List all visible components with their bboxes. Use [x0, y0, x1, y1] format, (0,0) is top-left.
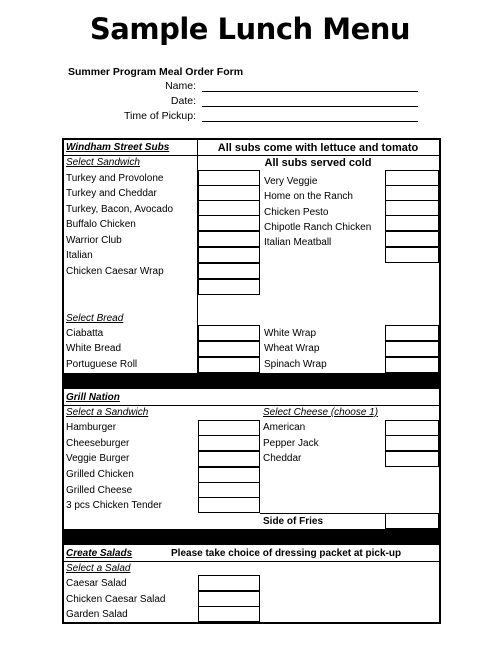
- salads-heading: Create Salads: [66, 548, 133, 559]
- order-checkbox[interactable]: [198, 215, 260, 231]
- order-checkbox[interactable]: [198, 325, 260, 341]
- grill-item-label: 3 pcs Chicken Tender: [66, 500, 162, 511]
- subs-note-1: All subs come with lettuce and tomato: [217, 142, 419, 154]
- side-of-fries-label: Side of Fries: [263, 516, 324, 527]
- pickup-time-field[interactable]: [202, 121, 418, 122]
- date-label: Date:: [170, 95, 196, 107]
- order-checkbox[interactable]: [198, 482, 260, 498]
- bread-item-label: Wheat Wrap: [264, 343, 320, 354]
- sub-item-label: Chicken Caesar Wrap: [66, 266, 164, 277]
- bread-item-label: Ciabatta: [66, 328, 104, 339]
- name-field[interactable]: [202, 91, 418, 92]
- order-checkbox[interactable]: [385, 325, 439, 341]
- grill-item-label: Cheeseburger: [66, 438, 130, 449]
- sub-item-label: Very Veggie: [264, 176, 318, 187]
- order-checkbox[interactable]: [198, 420, 260, 436]
- bread-item-label: Spinach Wrap: [264, 359, 327, 370]
- order-checkbox[interactable]: [198, 279, 260, 295]
- sub-item-label: Buffalo Chicken: [66, 219, 136, 230]
- fries-checkbox[interactable]: [385, 513, 439, 529]
- salad-item-label: Chicken Caesar Salad: [66, 594, 166, 605]
- order-checkbox[interactable]: [198, 170, 260, 186]
- fries-row-divider: [260, 513, 385, 514]
- order-checkbox[interactable]: [385, 231, 439, 247]
- select-salad-label: Select a Salad: [66, 563, 131, 574]
- bread-item-label: Portuguese Roll: [66, 359, 138, 370]
- date-field[interactable]: [202, 106, 418, 107]
- sub-item-label: Turkey, Bacon, Avocado: [66, 204, 174, 215]
- order-checkbox[interactable]: [198, 357, 260, 373]
- cheese-item-label: American: [263, 422, 306, 433]
- table-bottom-border: [62, 622, 441, 624]
- order-checkbox[interactable]: [198, 263, 260, 279]
- order-checkbox[interactable]: [198, 231, 260, 247]
- grill-item-label: Grilled Chicken: [66, 469, 134, 480]
- select-grill-sandwich-label: Select a Sandwich: [66, 407, 149, 418]
- sub-item-label: Chicken Pesto: [264, 207, 329, 218]
- subs-note-2: All subs served cold: [264, 157, 372, 169]
- salads-header-divider: [62, 561, 439, 562]
- order-checkbox[interactable]: [198, 575, 260, 591]
- order-checkbox[interactable]: [385, 200, 439, 216]
- section-divider-2: [62, 529, 441, 545]
- order-checkbox[interactable]: [198, 435, 260, 451]
- sub-item-label: Turkey and Cheddar: [66, 188, 157, 199]
- cheese-item-label: Cheddar: [263, 453, 302, 464]
- menu-title: Sample Lunch Menu: [89, 12, 411, 46]
- grill-item-label: Grilled Cheese: [66, 485, 133, 496]
- order-checkbox[interactable]: [198, 497, 260, 513]
- dressing-note: Please take choice of dressing packet at pick-up: [171, 548, 402, 559]
- form-title: Summer Program Meal Order Form: [68, 66, 244, 78]
- sub-item-label: Chipotle Ranch Chicken: [264, 222, 372, 233]
- order-checkbox[interactable]: [385, 170, 439, 186]
- section-divider-1: [62, 373, 441, 389]
- time-label: Time of Pickup:: [124, 110, 196, 122]
- sub-item-label: Italian Meatball: [264, 237, 332, 248]
- order-checkbox[interactable]: [198, 606, 260, 622]
- table-top-border: [62, 138, 441, 140]
- cheese-item-label: Pepper Jack: [263, 438, 319, 449]
- order-checkbox[interactable]: [198, 200, 260, 216]
- order-checkbox[interactable]: [385, 357, 439, 373]
- bread-item-label: White Bread: [66, 343, 122, 354]
- order-checkbox[interactable]: [198, 247, 260, 263]
- select-sandwich-label: Select Sandwich: [66, 157, 140, 168]
- order-checkbox[interactable]: [198, 467, 260, 483]
- select-cheese-label: Select Cheese (choose 1): [263, 407, 379, 418]
- order-checkbox[interactable]: [198, 341, 260, 357]
- order-checkbox[interactable]: [198, 451, 260, 467]
- order-checkbox[interactable]: [385, 435, 439, 451]
- grill-item-label: Hamburger: [66, 422, 117, 433]
- sub-item-label: Warrior Club: [66, 235, 122, 246]
- salad-item-label: Caesar Salad: [66, 578, 127, 589]
- order-checkbox[interactable]: [385, 420, 439, 436]
- subs-header-divider: [62, 155, 439, 156]
- sub-item-label: Italian: [66, 250, 93, 261]
- sub-item-label: Turkey and Provolone: [66, 173, 164, 184]
- order-checkbox[interactable]: [385, 247, 439, 263]
- salad-item-label: Garden Salad: [66, 609, 128, 620]
- order-checkbox[interactable]: [385, 215, 439, 231]
- order-checkbox[interactable]: [385, 185, 439, 201]
- order-checkbox[interactable]: [198, 185, 260, 201]
- bread-item-label: White Wrap: [264, 328, 317, 339]
- subs-heading: Windham Street Subs: [66, 142, 170, 153]
- grill-heading: Grill Nation: [66, 392, 120, 403]
- select-bread-label: Select Bread: [66, 313, 124, 324]
- sub-item-label: Home on the Ranch: [264, 191, 353, 202]
- name-label: Name:: [165, 80, 196, 92]
- order-checkbox[interactable]: [385, 341, 439, 357]
- grill-header-divider: [62, 405, 439, 406]
- grill-item-label: Veggie Burger: [66, 453, 130, 464]
- order-checkbox[interactable]: [385, 451, 439, 467]
- order-checkbox[interactable]: [198, 591, 260, 607]
